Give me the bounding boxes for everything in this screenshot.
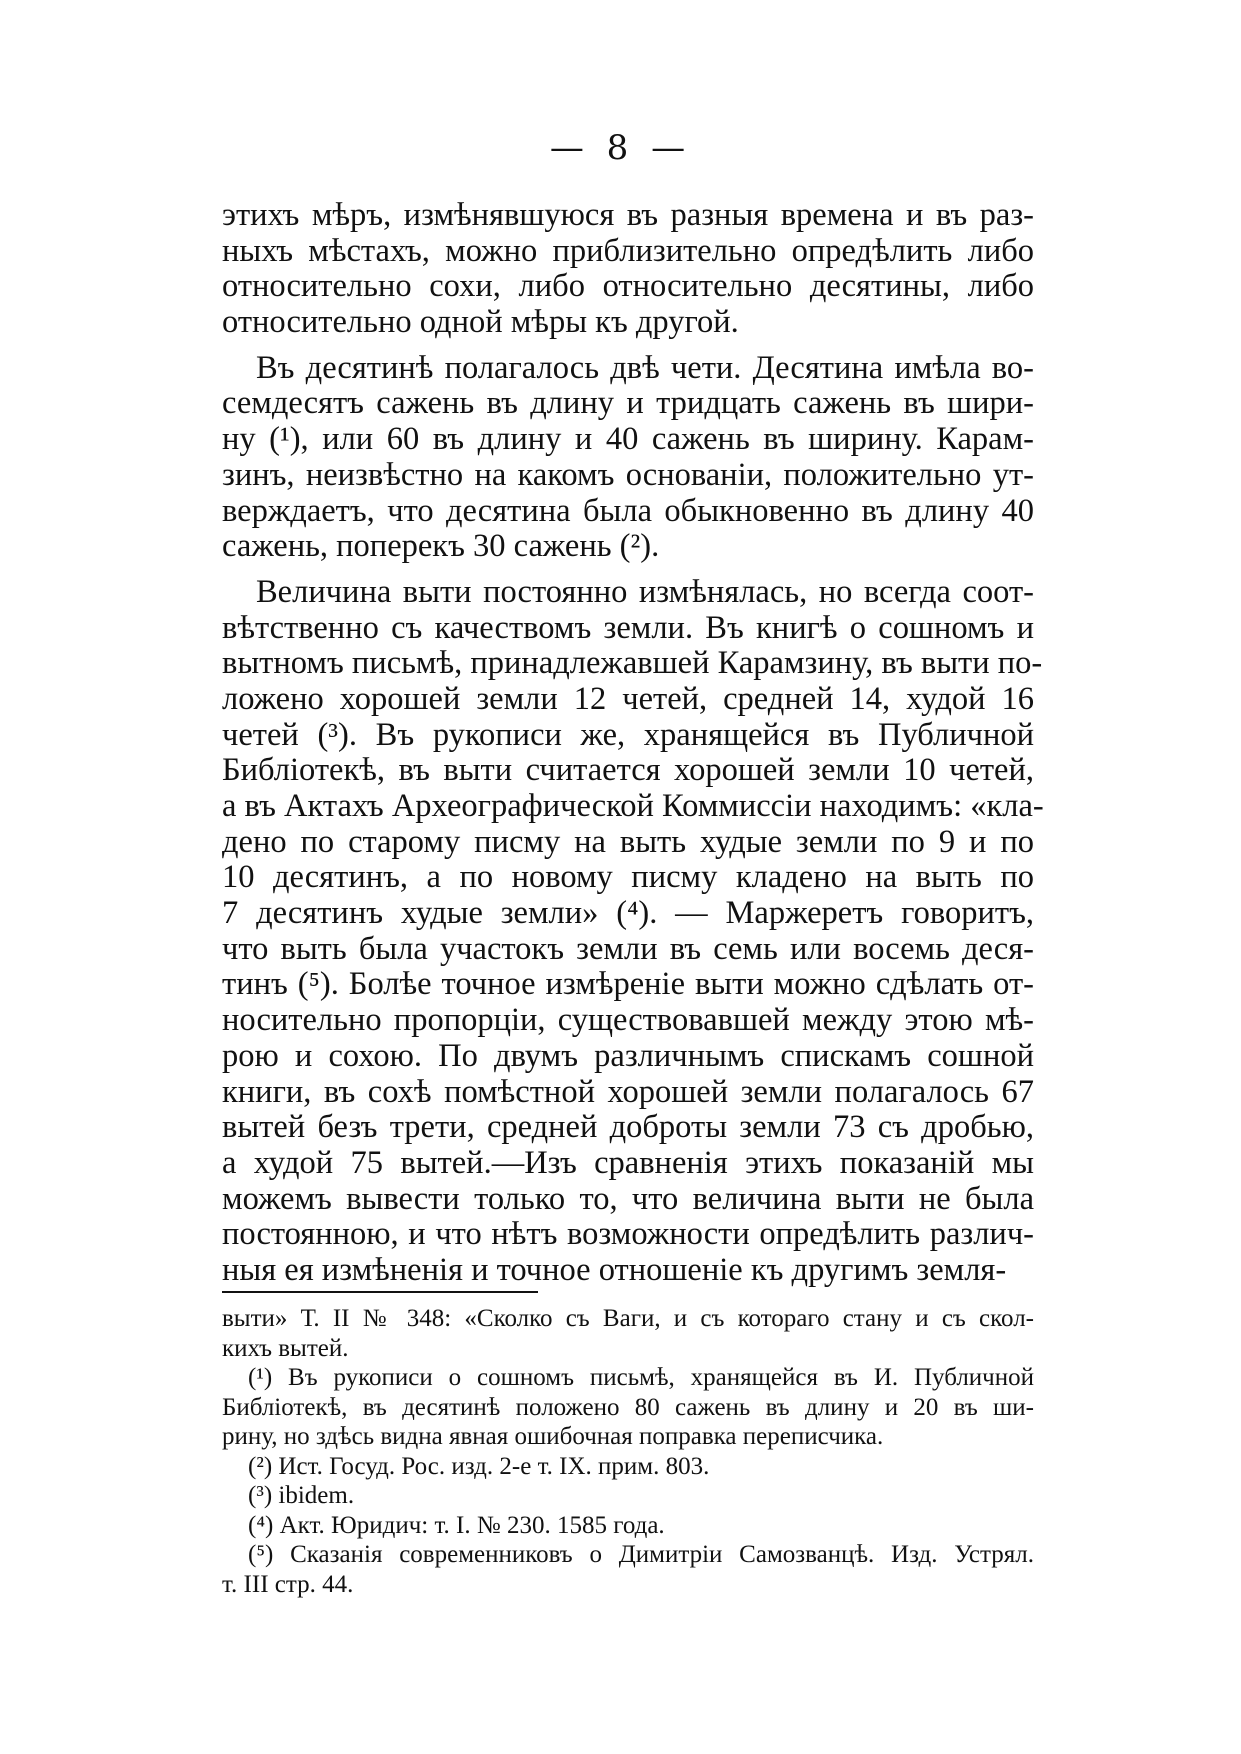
text-line: ныя ея измѣненія и точное отношеніе къ другимъ земля- xyxy=(222,1251,1007,1288)
text-line: Библіотекѣ, въ выти считается хорошей земли 10 четей, xyxy=(222,752,1034,789)
paragraph xyxy=(222,351,1034,565)
paragraph xyxy=(222,198,1034,341)
text-line: ложено хорошей земли 12 четей, средней 14, худой 16 xyxy=(222,680,1034,717)
footnote xyxy=(222,1481,1034,1511)
footnotes xyxy=(222,1304,1034,1599)
text-line: вытей безъ трети, средней доброты земли 73 съ дробью, xyxy=(222,1109,1034,1146)
text-line: а худой 75 вытей.—Изъ сравненія этихъ показаній мы xyxy=(222,1144,1034,1181)
page-number: — 8 — xyxy=(549,128,692,168)
text-line: верждаетъ, что десятина была обыкновенно въ длину 40 xyxy=(222,492,1034,529)
text-line: рою и сохою. По двумъ различнымъ спискамъ сошной xyxy=(222,1037,1034,1074)
footnote-line: выти» Т. II № 348: «Сколко съ Ваги, и съ котораго стану и съ скол- xyxy=(222,1305,1034,1332)
footnote-line: рину, но здѣсь видна явная ошибочная поправка переписчика. xyxy=(222,1423,884,1450)
text-line: дено по старому писму на выть худые земли по 9 и по xyxy=(222,823,1034,860)
footnote xyxy=(222,1304,1034,1363)
footnote-line: (⁵) Сказанія современниковъ о Димитріи Самозванцѣ. Изд. Устрял. xyxy=(248,1541,1034,1568)
footnote-line: (⁴) Акт. Юридич: т. I. № 230. 1585 года. xyxy=(248,1511,665,1539)
footnote xyxy=(222,1363,1034,1452)
text-line: зинъ, неизвѣстно на какомъ основаніи, положительно ут- xyxy=(222,456,1034,493)
footnote xyxy=(222,1540,1034,1599)
text-line: относительно сохи, либо относительно десятины, либо xyxy=(222,268,1034,305)
text-line: что выть была участокъ земли въ семь или восемь деся- xyxy=(222,930,1034,967)
text-line: вытномъ письмѣ, принадлежавшей Карамзину, въ выти по- xyxy=(222,645,1043,682)
text-line: ну (¹), или 60 въ длину и 40 сажень въ ширину. Карам- xyxy=(222,421,1034,458)
text-line: четей (³). Въ рукописи же, хранящейся въ Публичной xyxy=(222,716,1034,753)
text-line: постоянною, и что нѣтъ возможности опредѣлить различ- xyxy=(222,1216,1034,1253)
text-line: ныхъ мѣстахъ, можно приблизительно опредѣлить либо xyxy=(222,232,1034,269)
footnote xyxy=(222,1511,1034,1541)
text-line: этихъ мѣръ, измѣнявшуюся въ разныя времена и въ раз- xyxy=(222,197,1034,233)
footnote-line: (¹) Въ рукописи о сошномъ письмѣ, хранящейся въ И. Публичной xyxy=(248,1364,1034,1391)
text-line: книги, въ сохѣ помѣстной хорошей земли полагалось 67 xyxy=(222,1073,1034,1110)
footnote-divider xyxy=(222,1291,538,1293)
text-line: Величина выти постоянно измѣнялась, но всегда соот- xyxy=(256,573,1034,610)
text-line: семдесятъ сажень въ длину и тридцать сажень въ шири- xyxy=(222,385,1034,422)
footnote-line: кихъ вытей. xyxy=(222,1334,349,1362)
footnote-line: (²) Ист. Госуд. Рос. изд. 2-е т. IX. прим. 803. xyxy=(248,1452,710,1480)
footnote xyxy=(222,1452,1034,1482)
footnote-line: т. III стр. 44. xyxy=(222,1570,354,1598)
text-line: а въ Актахъ Археографической Коммиссіи находимъ: «кла- xyxy=(222,788,1044,824)
body-text xyxy=(222,197,1044,1299)
footnote-line: (³) ibidem. xyxy=(248,1482,355,1509)
text-line: сажень, поперекъ 30 сажень (²). xyxy=(222,528,660,565)
paragraph xyxy=(222,573,1044,1289)
text-line: вѣтственно съ качествомъ земли. Въ книгѣ о сошномъ и xyxy=(222,609,1034,646)
text-line: можемъ вывести только то, что величина выти не была xyxy=(222,1180,1034,1217)
text-line: Въ десятинѣ полагалось двѣ чети. Десятина имѣла во- xyxy=(256,349,1034,386)
text-line: тинъ (⁵). Болѣе точное измѣреніе выти можно сдѣлать от- xyxy=(222,966,1034,1003)
text-line: носительно пропорціи, существовавшей между этою мѣ- xyxy=(222,1002,1034,1039)
footnote-line: Библіотекѣ, въ десятинѣ положено 80 сажень въ длину и 20 въ ши- xyxy=(222,1393,1034,1421)
text-line: 10 десятинъ, а по новому писму кладено на выть по xyxy=(222,859,1034,896)
text-line: относительно одной мѣры къ другой. xyxy=(222,304,739,341)
text-line: 7 десятинъ худые земли» (⁴). — Маржеретъ говоритъ, xyxy=(222,895,1034,932)
